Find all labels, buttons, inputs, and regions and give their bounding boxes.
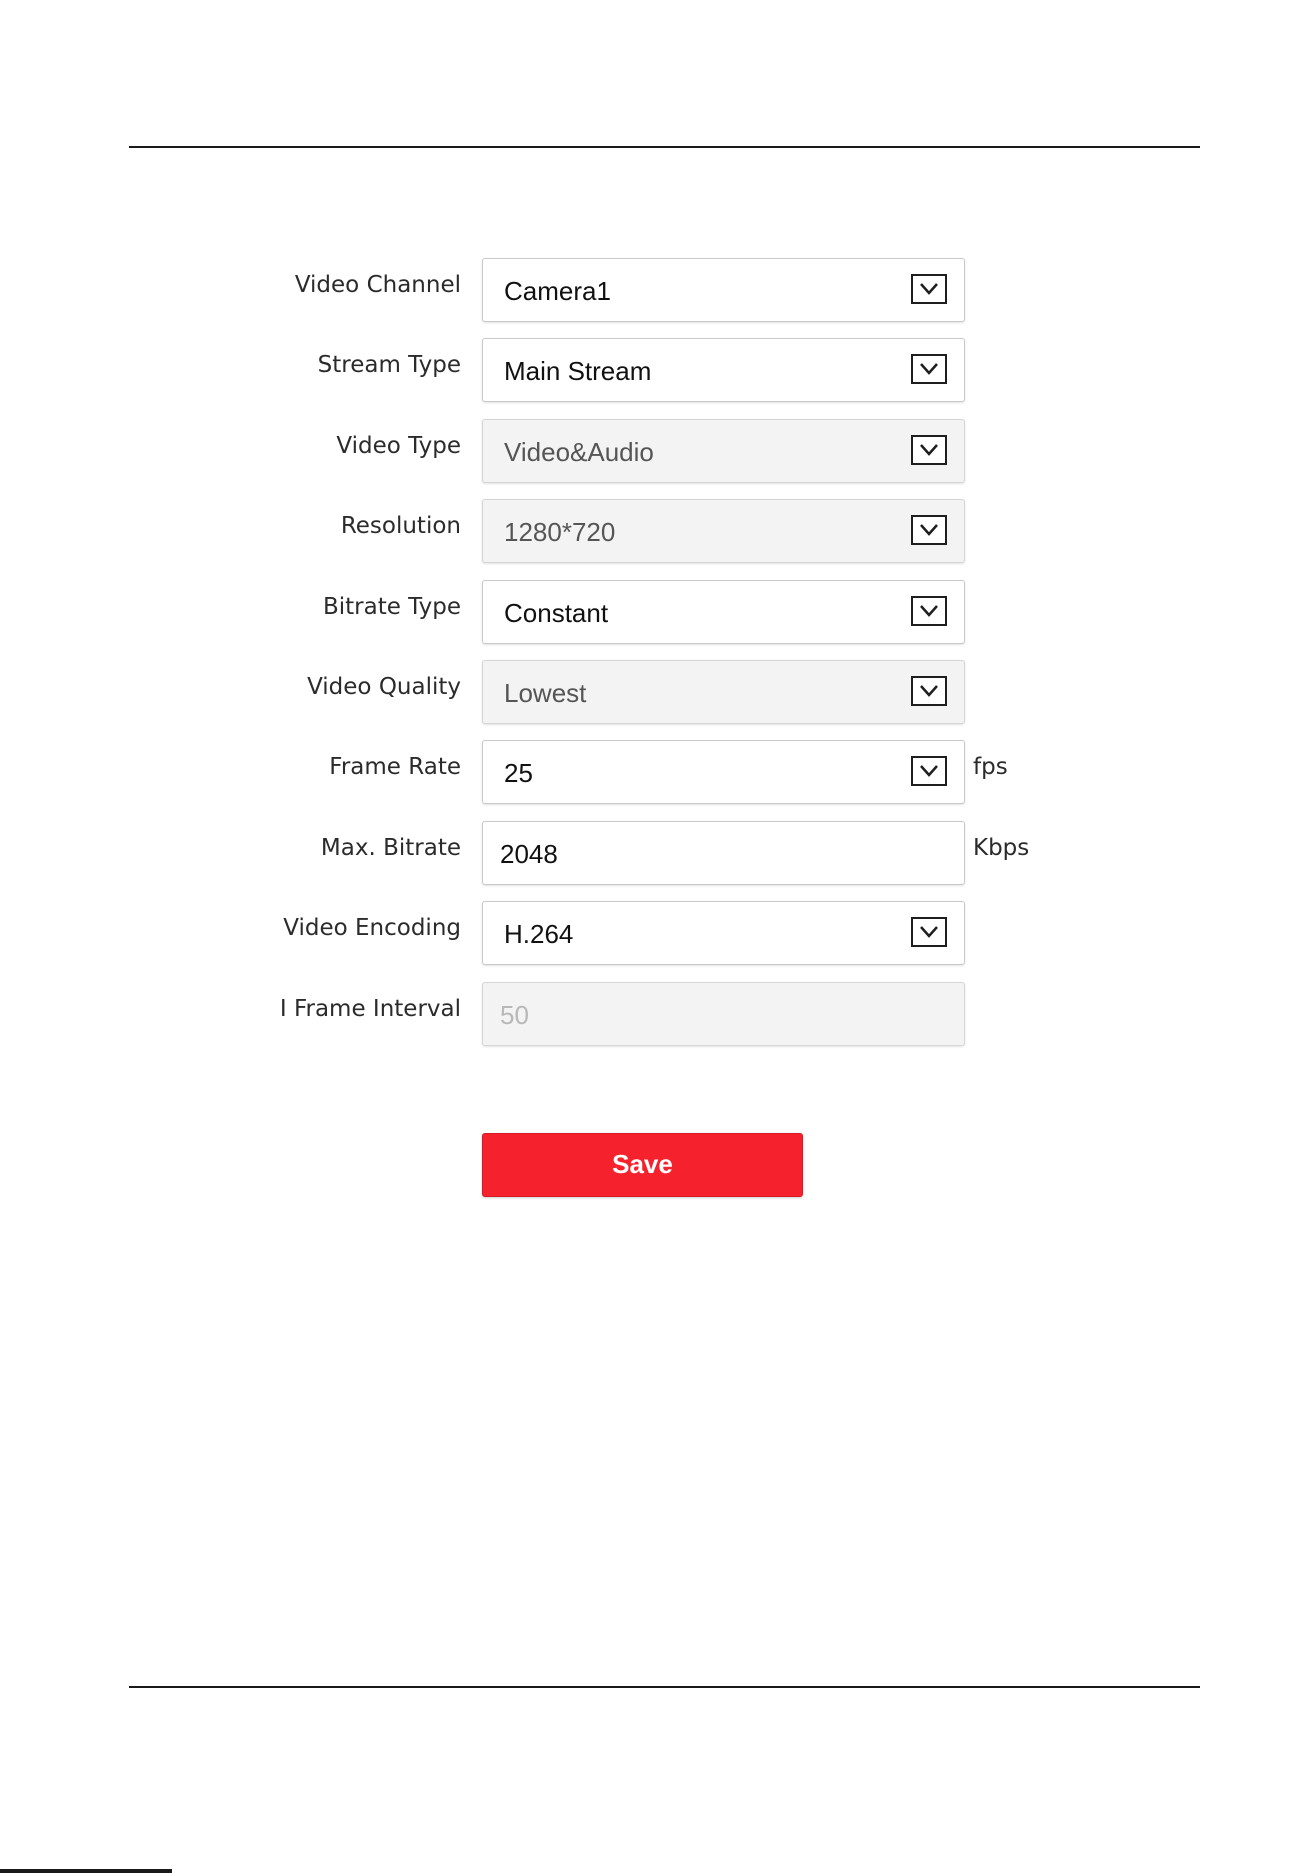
stream-type-label: Stream Type [317,352,461,379]
video-quality-label: Video Quality [307,673,461,700]
resolution-value: 1280*720 [504,517,616,548]
video-type-row [0,419,1313,483]
stream-type-select[interactable] [482,338,965,402]
max-bitrate-unit: Kbps [973,834,1030,861]
stream-type-value: Main Stream [504,356,652,387]
stream-type-row [0,338,1313,402]
chevron-down-icon[interactable] [911,354,947,384]
frame-rate-row [0,740,1313,804]
max-bitrate-value: 2048 [500,838,558,869]
i-frame-interval-value: 50 [500,999,529,1030]
video-type-select[interactable] [482,419,965,483]
i-frame-interval-row [0,982,1313,1046]
max-bitrate-row [0,821,1313,885]
footer-bar [0,1869,172,1873]
video-channel-label: Video Channel [294,272,461,298]
video-channel-row [0,258,1313,322]
bitrate-type-row [0,580,1313,644]
video-quality-row [0,660,1313,724]
frame-rate-value: 25 [504,758,533,789]
i-frame-interval-label: I Frame Interval [279,995,461,1022]
chevron-down-icon[interactable] [911,917,947,947]
chevron-down-icon[interactable] [911,596,947,626]
footer-divider [129,1686,1200,1688]
resolution-row [0,499,1313,563]
video-quality-value: Lowest [504,677,587,708]
video-encoding-select[interactable] [482,901,965,965]
video-encoding-row [0,901,1313,965]
bitrate-type-select[interactable] [482,580,965,644]
frame-rate-label: Frame Rate [329,754,461,781]
chevron-down-icon[interactable] [911,435,947,465]
bitrate-type-value: Constant [504,597,609,628]
video-encoding-value: H.264 [504,919,574,950]
video-quality-select[interactable] [482,660,965,724]
i-frame-interval-input[interactable] [482,982,965,1046]
video-settings-form [0,258,1313,1062]
video-channel-value: Camera1 [504,276,611,306]
video-channel-select[interactable] [482,258,965,322]
frame-rate-unit: fps [973,754,1008,781]
resolution-label: Resolution [340,513,461,540]
chevron-down-icon[interactable] [911,676,947,706]
video-type-value: Video&Audio [504,436,654,467]
chevron-down-icon[interactable] [911,756,947,786]
save-button[interactable]: Save [482,1133,803,1197]
bitrate-type-label: Bitrate Type [322,593,461,620]
header-divider [129,146,1200,148]
video-type-label: Video Type [336,432,461,459]
chevron-down-icon[interactable] [911,274,947,304]
max-bitrate-label: Max. Bitrate [320,834,461,861]
frame-rate-select[interactable] [482,740,965,804]
resolution-select[interactable] [482,499,965,563]
video-encoding-label: Video Encoding [283,915,461,942]
max-bitrate-input[interactable] [482,821,965,885]
chevron-down-icon[interactable] [911,515,947,545]
